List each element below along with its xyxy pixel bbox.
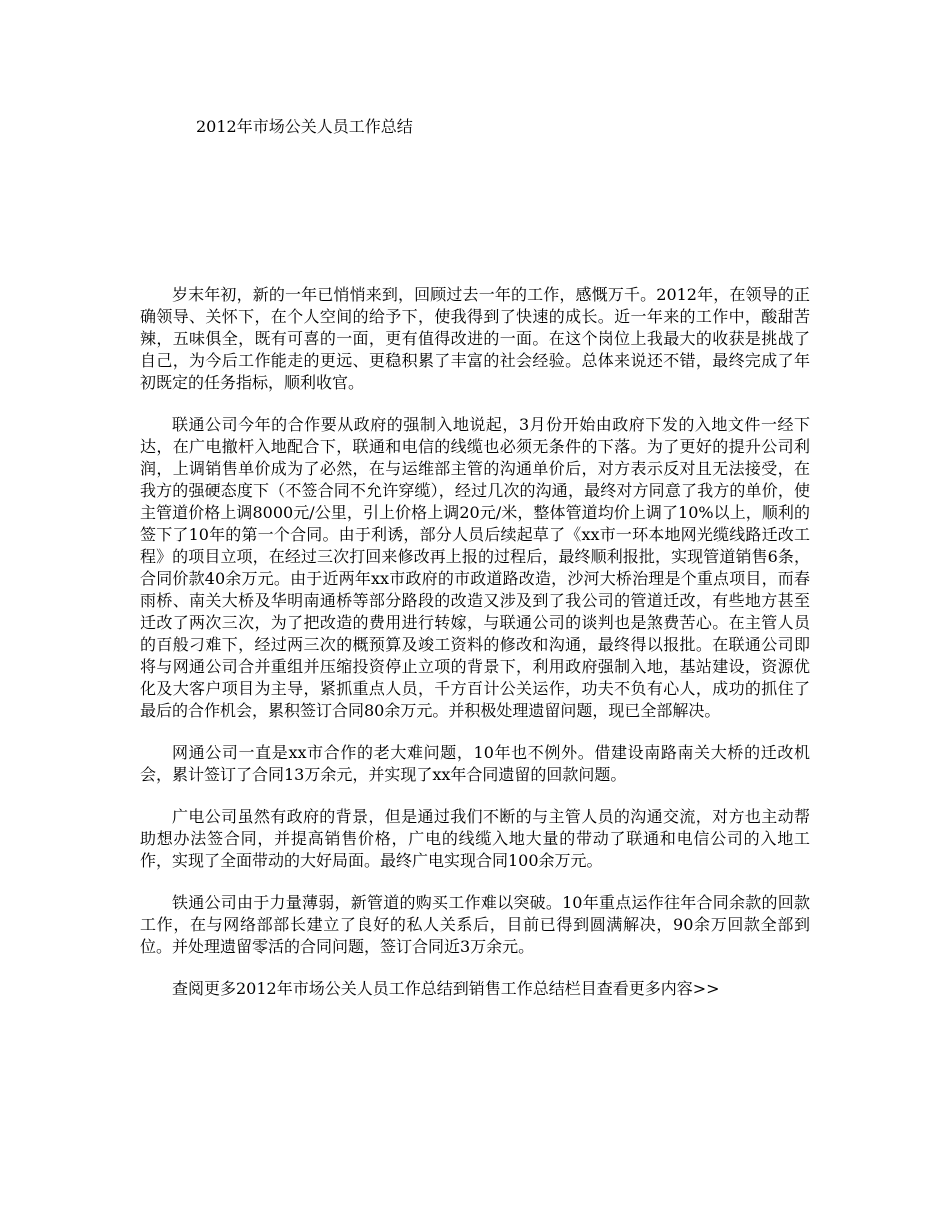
more-content-link[interactable]: 查阅更多2012年市场公关人员工作总结到销售工作总结栏目查看更多内容>> — [172, 979, 720, 998]
document-body — [140, 284, 810, 1000]
document-title: 2012年市场公关人员工作总结 — [196, 117, 413, 136]
paragraph-unicom: 联通公司今年的合作要从政府的强制入地说起，3月份开始由政府下发的入地文件一经下达，在广电撤杆入地配合下，联通和电信的线缆也必须无条件的下落。为了更好的提升公司利润，上调销售单价成为了必然，在与运维部主管的沟通单价后，对方表示反对且无法接受，在我方的强硬态度下（不签合同不允许穿缆），经过几次的沟通，最终对方同意了我方的单价，使主管道价格上调8000元/公里，引上价格上调20元/米，整体管道均价上调了10%以上，顺利的签下了10年的第一个合同。由于利诱，部分人员后续起草了《xx市一环本地网光缆线路迁改工程》的项目立项，在经过三次打回来修改再上报的过程后，最终顺利报批，实现管道销售6条，合同价款40余万元。由于近两年xx市政府的市政道路改造，沙河大桥治理是个重点项目，而春雨桥、南关大桥及华明南通桥等部分路段的改造又涉及到了我公司的管道迁改，有些地方甚至迁改了两次三次，为了把改造的费用进行转嫁，与联通公司的谈判也是煞费苦心。在主管人员的百般刁难下，经过两三次的概预算及竣工资料的修改和沟通，最终得以报批。在联通公司即将与网通公司合并重组并压缩投资停止立项的背景下，利用政府强制入地，基站建设，资源优化及大客户项目为主导，紧抓重点人员，千方百计公关运作，功夫不负有心人，成功的抓住了最后的合作机会，累积签订合同80余万元。并积极处理遗留问题，现已全部解决。 — [140, 415, 810, 720]
paragraph-intro: 岁末年初，新的一年已悄悄来到，回顾过去一年的工作，感慨万千。2012年，在领导的正确领导、关怀下，在个人空间的给予下，使我得到了快速的成长。近一年来的工作中，酸甜苦辣，五味俱全，既有可喜的一面，更有值得改进的一面。在这个岗位上我最大的收获是挑战了自己，为今后工作能走的更远、更稳积累了丰富的社会经验。总体来说还不错，最终完成了年初既定的任务指标，顺利收官。 — [140, 285, 810, 392]
paragraph-netcom: 网通公司一直是xx市合作的老大难问题，10年也不例外。借建设南路南关大桥的迁改机会，累计签订了合同13万余元，并实现了xx年合同遗留的回款问题。 — [140, 743, 810, 784]
paragraph-broadcast: 广电公司虽然有政府的背景，但是通过我们不断的与主管人员的沟通交流，对方也主动帮助想办法签合同，并提高销售价格，广电的线缆入地大量的带动了联通和电信公司的入地工作，实现了全面带动的大好局面。最终广电实现合同100余万元。 — [140, 807, 810, 870]
paragraph-tietong: 铁通公司由于力量薄弱，新管道的购买工作难以突破。10年重点运作往年合同余款的回款工作，在与网络部部长建立了良好的私人关系后，目前已得到圆满解决，90余万回款全部到位。并处理遗留零活的合同问题，签订合同近3万余元。 — [140, 893, 810, 956]
